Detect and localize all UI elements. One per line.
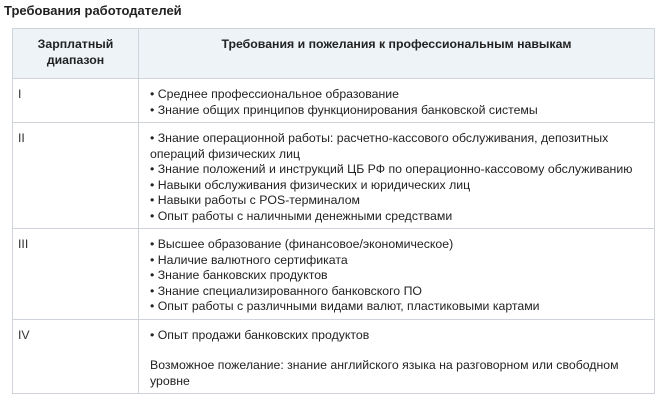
table-row — [13, 229, 655, 320]
requirements-cell — [139, 79, 655, 123]
list-item: • Знание положений и инструкций ЦБ РФ по операционно-кассовому обслуживанию — [150, 162, 633, 176]
list-item: • Знание банковских продуктов — [150, 268, 328, 282]
list-item: • Знание общих принципов функционирования банковской системы — [150, 102, 538, 117]
list-item: • Высшее образование (финансовое/экономическое) — [150, 237, 454, 251]
list-item: • Опыт продажи банковских продуктов — [150, 327, 370, 342]
requirements-table — [12, 28, 655, 394]
table-row — [13, 123, 655, 229]
list-item: • Знание операционной работы: расчетно-кассового обслуживания, депозитных операций физических лиц — [150, 131, 609, 161]
list-item: • Опыт работы с наличными денежными средствами — [150, 208, 453, 223]
table-row — [13, 319, 655, 394]
list-item: • Среднее профессиональное образование — [150, 87, 399, 101]
requirements-list — [150, 131, 648, 224]
section-title: Требования работодателей — [4, 3, 182, 18]
list-item: • Знание специализированного банковского ПО — [150, 283, 422, 298]
list-item: • Наличие валютного сертификата — [150, 252, 348, 267]
list-item: • Навыки работы с POS-терминалом — [150, 193, 361, 207]
salary-range-cell: III — [13, 229, 139, 320]
table-row — [13, 79, 655, 123]
list-item: • Опыт работы с различными видами валют, пластиковыми картами — [150, 299, 540, 313]
column-header-salary-range: Зарплатный диапазон — [13, 29, 139, 79]
list-item: • Навыки обслуживания физических и юридических лиц — [150, 177, 471, 192]
requirements-cell — [139, 319, 655, 394]
requirements-list — [150, 237, 648, 315]
requirements-cell — [139, 229, 655, 320]
requirements-list — [150, 328, 648, 344]
optional-wish-note: Возможное пожелание: знание английского языка на разговорном или свободном уровне — [150, 358, 619, 388]
salary-range-cell: II — [13, 123, 139, 229]
requirements-list — [150, 87, 648, 118]
requirements-cell — [139, 123, 655, 229]
salary-range-cell: IV — [13, 319, 139, 394]
column-header-requirements: Требования и пожелания к профессиональным навыкам — [139, 29, 655, 79]
table-header-row — [13, 29, 655, 79]
salary-range-cell: I — [13, 79, 139, 123]
